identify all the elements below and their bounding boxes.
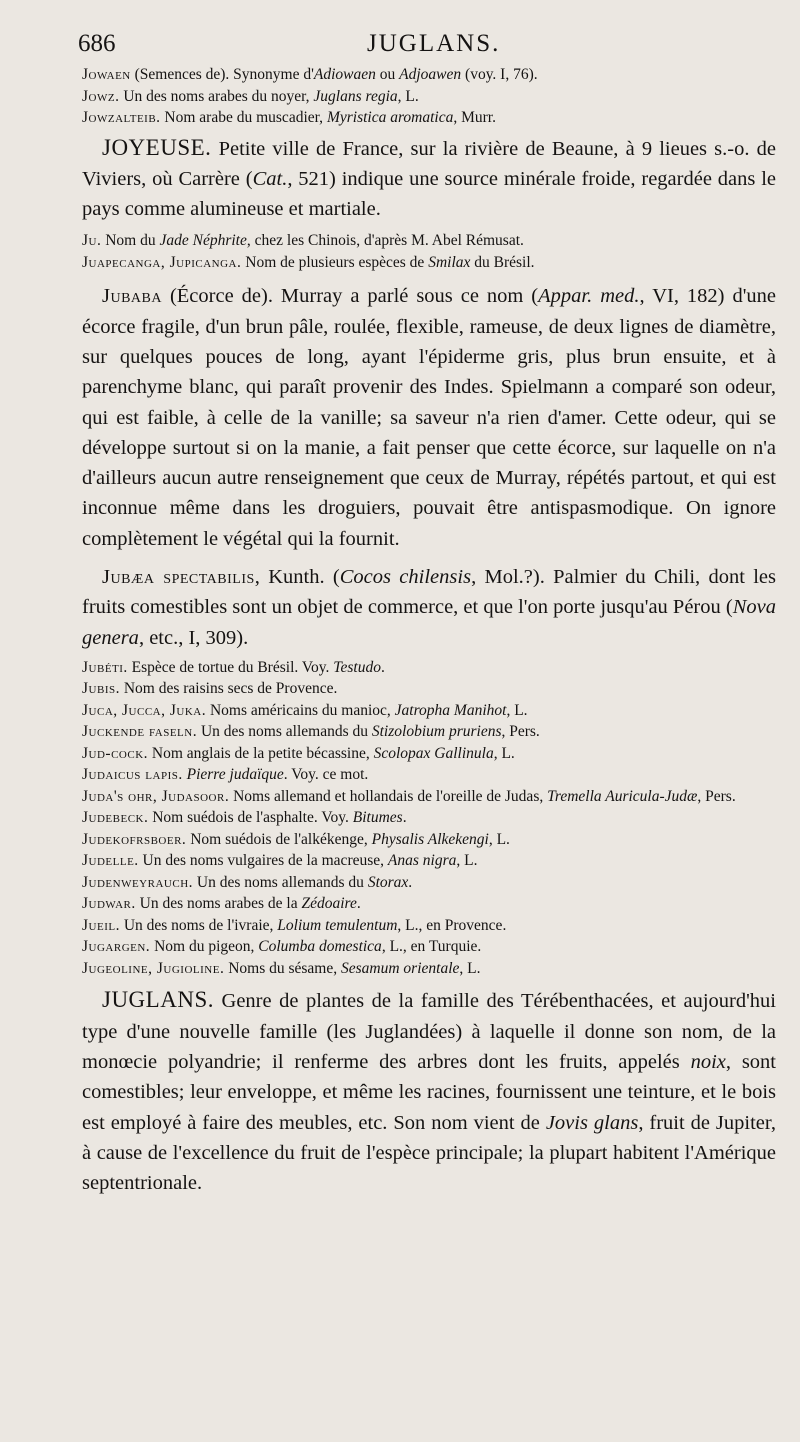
entry-text: , L., en Turquie.	[381, 938, 482, 956]
entry-headword: Judwar.	[82, 895, 136, 913]
entry-text: .	[402, 809, 407, 827]
italic-term: Cat.	[252, 167, 288, 190]
main-entry	[82, 562, 776, 653]
minor-entry	[82, 678, 776, 700]
italic-term: Pierre judaïque	[186, 766, 284, 784]
entry-headword: JOYEUSE.	[102, 134, 212, 160]
entry-headword: Jubæa spectabilis	[102, 566, 255, 589]
italic-term: Lolium temulentum	[277, 916, 398, 934]
minor-entry	[82, 786, 776, 808]
italic-term: Myristica aromatica	[326, 109, 454, 126]
page-number: 686	[78, 30, 116, 57]
entry-text: Nom du	[101, 232, 160, 250]
minor-entry	[82, 764, 776, 786]
entry-text: Nom des raisins secs de Provence.	[119, 680, 338, 698]
entry-headword: Jueil.	[82, 916, 120, 934]
minor-entry	[82, 230, 776, 252]
entries-column	[82, 64, 776, 1199]
italic-term: Stizolobium pruriens	[371, 723, 502, 741]
main-entry	[82, 133, 776, 225]
italic-term: Anas nigra	[387, 852, 457, 870]
page-header	[0, 30, 800, 64]
entry-text: , L.	[459, 959, 481, 977]
minor-entry	[82, 893, 776, 915]
entry-text: , VI, 182) d'une écorce fragile, d'un brun pâle, roulée, flexible, rameuse, de deux lignes de diamètre, sur quelques pouces de long, ayant l'épiderme gris, plus brun ensuite, et à parenchyme blanc, qui paraît provenir des Indes. Spielmann a comparé son odeur, qui est faible, à celle de la vanille; sa saveur n'a rien d'amer. Cette odeur, qui se développe surtout si on la manie, a fait penser que cette écorce, sur laquelle on n'a d'ailleurs aucun autre renseignement que ceux de Murray, répétés partout, et qui est inconnue même dans les droguiers, pouvait être antispasmodique. On ignore complètement le végétal qui la fournit.	[82, 285, 776, 550]
entry-headword: Judekofrsboer.	[82, 830, 187, 848]
entry-spacer	[82, 273, 776, 281]
italic-term: Tremella Auricula-Judæ	[547, 787, 698, 805]
entry-headword: Jubaba	[102, 285, 162, 308]
entry-headword: Jugargen.	[82, 938, 151, 956]
italic-term: Zédoaire	[301, 895, 357, 913]
entry-headword: Judenweyrauch.	[82, 873, 194, 891]
entry-text: , L.	[488, 830, 510, 848]
italic-term: Testudo	[333, 658, 381, 676]
minor-entry	[82, 700, 776, 722]
entry-headword: Jubis.	[82, 680, 120, 698]
entry-text: , L.	[506, 701, 528, 719]
italic-term: Columba domestica	[258, 938, 382, 956]
italic-term: Adjoawen	[399, 66, 462, 83]
entry-text: .	[356, 895, 361, 913]
minor-entry	[82, 850, 776, 872]
entry-text: Un des noms arabes du noyer,	[119, 87, 314, 105]
entry-text: , Mol.?). Palmier du Chili, dont les fruits comestibles sont un objet de commerce, et que l'on porte jusqu'au Pérou (	[82, 566, 776, 619]
entry-headword: Judebeck.	[82, 809, 149, 827]
entry-headword: Ju.	[82, 232, 102, 250]
minor-entry	[82, 915, 776, 937]
entry-text: Un des noms allemands du	[197, 723, 372, 741]
minor-entry	[82, 86, 776, 108]
entry-text: Nom arabe du muscadier,	[160, 109, 327, 126]
entry-text: Un des noms de l'ivraie,	[119, 916, 278, 934]
entry-text: , L., en Provence.	[397, 916, 507, 934]
entry-text: (Semences de). Synonyme d'	[130, 66, 314, 83]
entry-headword: Jubéti.	[82, 658, 128, 676]
entry-text: Un des noms allemands du	[193, 873, 368, 891]
entry-headword: Jud-cock.	[82, 744, 149, 762]
italic-term: Juglans regia	[313, 87, 398, 105]
main-entry	[82, 985, 776, 1198]
italic-term: Nova genera	[82, 596, 776, 649]
italic-term: Smilax	[428, 253, 471, 271]
entry-text: . Voy. ce mot.	[283, 766, 369, 784]
italic-term: Adiowaen	[313, 66, 376, 83]
entry-text: Nom suédois de l'alkékenge,	[186, 830, 372, 848]
entry-text: Un des noms arabes de la	[135, 895, 302, 913]
entry-text: , fruit de Jupiter, à cause de l'excellence du fruit de l'espèce principale; la plupart habitent l'Amérique septentrionale.	[82, 1111, 776, 1195]
minor-entry	[82, 657, 776, 679]
minor-entry	[82, 936, 776, 958]
main-entry	[82, 281, 776, 554]
entry-text: , Kunth. (	[254, 566, 340, 589]
minor-entry	[82, 721, 776, 743]
italic-term: Jovis glans	[545, 1111, 639, 1134]
entry-spacer	[82, 554, 776, 562]
entry-text: (Écorce de). Murray a parlé sous ce nom (	[162, 285, 539, 308]
entry-headword: Jowaen	[82, 66, 131, 83]
entry-headword: JUGLANS.	[102, 987, 214, 1013]
italic-term: Storax	[367, 873, 409, 891]
entry-text: Nom suédois de l'asphalte. Voy.	[148, 809, 353, 827]
italic-term: Physalis Alkekengi	[371, 830, 489, 848]
entry-text: Nom anglais de la petite bécassine,	[148, 744, 374, 762]
entry-headword: Juapecanga, Jupicanga.	[82, 253, 242, 271]
entry-headword: Judaicus lapis.	[82, 766, 183, 784]
italic-term: Jade Néphrite	[159, 232, 247, 250]
entry-text: .	[408, 873, 413, 891]
entry-headword: Jowz.	[82, 87, 120, 105]
entry-text: Espèce de tortue du Brésil. Voy.	[127, 658, 334, 676]
entry-text: Nom de plusieurs espèces de	[241, 253, 429, 271]
minor-entry	[82, 743, 776, 765]
entry-text: Un des noms vulgaires de la macreuse,	[138, 852, 388, 870]
entry-text: , L.	[456, 852, 478, 870]
entry-text: , L.	[493, 744, 515, 762]
entry-text: Noms américains du manioc,	[206, 701, 395, 719]
entry-headword: Juckende faseln.	[82, 723, 198, 741]
italic-term: Sesamum orientale	[341, 959, 460, 977]
entry-text: ou	[375, 66, 400, 83]
running-head: JUGLANS.	[367, 30, 501, 57]
entry-text: , chez les Chinois, d'après M. Abel Rémusat.	[246, 232, 524, 250]
entry-headword: Juda's ohr, Judasoor.	[82, 787, 230, 805]
entry-text: , 521) indique une source minérale froide, regardée dans le pays comme alumineuse et martiale.	[82, 167, 776, 221]
entry-text: Noms allemand et hollandais de l'oreille de Judas,	[229, 787, 548, 805]
minor-entry	[82, 252, 776, 274]
entry-headword: Judelle.	[82, 852, 139, 870]
entry-text: du Brésil.	[470, 253, 535, 271]
entry-text: , sont comestibles; leur enveloppe, et même les racines, fournissent une teinture, et le bois est employé à faire des meubles, etc. Son nom vient de	[82, 1051, 776, 1134]
entry-text: , Pers.	[697, 787, 736, 805]
entry-text: Nom du pigeon,	[150, 938, 259, 956]
entry-text: Noms du sésame,	[224, 959, 341, 977]
entry-text: , etc., I, 309).	[138, 626, 249, 649]
minor-entry	[82, 872, 776, 894]
minor-entry	[82, 107, 776, 129]
entry-headword: Jowzalteib.	[82, 109, 161, 126]
italic-term: Cocos chilensis	[339, 566, 472, 589]
minor-entry	[82, 807, 776, 829]
minor-entry	[82, 64, 776, 86]
entry-text: Genre de plantes de la famille des Térébenthacées, et aujourd'hui type d'une nouvelle famille (les Juglandées) à laquelle il donne son nom, de la monœcie polyandrie; il renferme des arbres dont les fruits, appelés	[82, 990, 776, 1074]
entry-text: , L.	[397, 87, 419, 105]
italic-term: Bitumes	[352, 809, 403, 827]
minor-entry	[82, 829, 776, 851]
entry-text: (voy. I, 76).	[461, 66, 538, 83]
entry-text: .	[380, 658, 385, 676]
italic-term: noix	[690, 1051, 726, 1074]
entry-text: , Pers.	[501, 723, 540, 741]
minor-entry	[82, 958, 776, 980]
italic-term: Jatropha Manihot	[394, 701, 507, 719]
entry-text: , Murr.	[453, 109, 496, 126]
italic-term: Appar. med.	[538, 285, 640, 308]
entry-text: Petite ville de France, sur la rivière de Beaune, à 9 lieues s.-o. de Viviers, où Carrère (	[82, 137, 776, 190]
entry-headword: Juca, Jucca, Juka.	[82, 701, 207, 719]
italic-term: Scolopax Gallinula	[373, 744, 494, 762]
entry-headword: Jugeoline, Jugioline.	[82, 959, 225, 977]
